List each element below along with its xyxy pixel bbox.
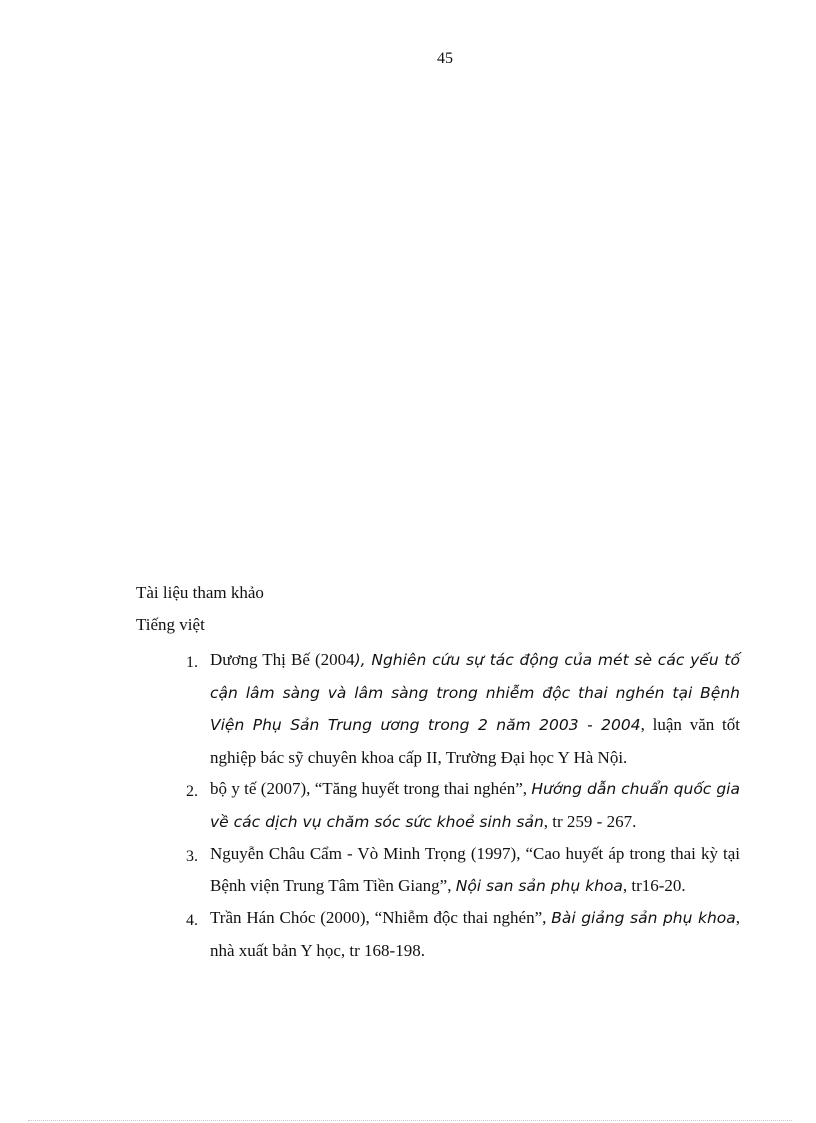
reference-italic-title: ), Nghiên cứu sự tác động của mét sè các yếu tố cận lâm sàng và lâm sàng trong nhiễm độc thai nghén tại Bệnh Viện Phụ Sản Trung ương trong 2 năm 2003 - 2004 bbox=[210, 651, 740, 734]
reference-italic-title: Hướng dẫn chuẩn quốc gia về các dịch vụ chăm sóc sức khoẻ sinh sản bbox=[210, 780, 740, 831]
reference-plain-text: , tr 259 - 267. bbox=[543, 811, 637, 831]
reference-text bbox=[210, 844, 740, 895]
reference-item-1 bbox=[186, 644, 740, 773]
reference-item-3 bbox=[186, 838, 740, 902]
reference-number: 3. bbox=[186, 848, 198, 865]
reference-list bbox=[186, 644, 740, 966]
reference-text bbox=[210, 779, 740, 831]
page-number: 45 bbox=[437, 50, 453, 67]
reference-number: 2. bbox=[186, 783, 198, 800]
reference-italic-title: Nội san sản phụ khoa bbox=[455, 876, 623, 895]
reference-text bbox=[210, 908, 740, 960]
reference-text bbox=[210, 650, 740, 767]
reference-plain-text: , luận văn tốt nghiệp bác sỹ chuyên khoa cấp II, Trường Đại học Y Hà Nội. bbox=[210, 715, 741, 767]
language-subheading: Tiếng việt bbox=[136, 615, 205, 634]
page-bottom-divider bbox=[28, 1120, 792, 1121]
reference-plain-text: Nguyễn Châu Cẩm - Vò Minh Trọng (1997), “Cao huyết áp trong thai kỳ tại Bệnh viện Trung Tâm Tiền Giang”, bbox=[210, 844, 740, 895]
reference-item-2 bbox=[186, 773, 740, 838]
references-heading: Tài liệu tham khảo bbox=[136, 583, 264, 602]
reference-plain-text: Trần Hán Chóc (2000), “Nhiễm độc thai nghén”, bbox=[210, 908, 552, 927]
reference-plain-text: Dương Thị Bế (2004 bbox=[210, 650, 355, 669]
reference-plain-text: , nhà xuất bản Y học, tr 168-198. bbox=[210, 908, 741, 960]
reference-number: 4. bbox=[186, 912, 198, 929]
reference-number: 1. bbox=[186, 654, 198, 671]
reference-item-4 bbox=[186, 902, 740, 966]
reference-plain-text: , tr16-20. bbox=[622, 875, 686, 895]
reference-italic-title: Bài giảng sản phụ khoa bbox=[551, 909, 736, 927]
reference-plain-text: bộ y tế (2007), “Tăng huyết trong thai nghén”, bbox=[210, 779, 532, 798]
